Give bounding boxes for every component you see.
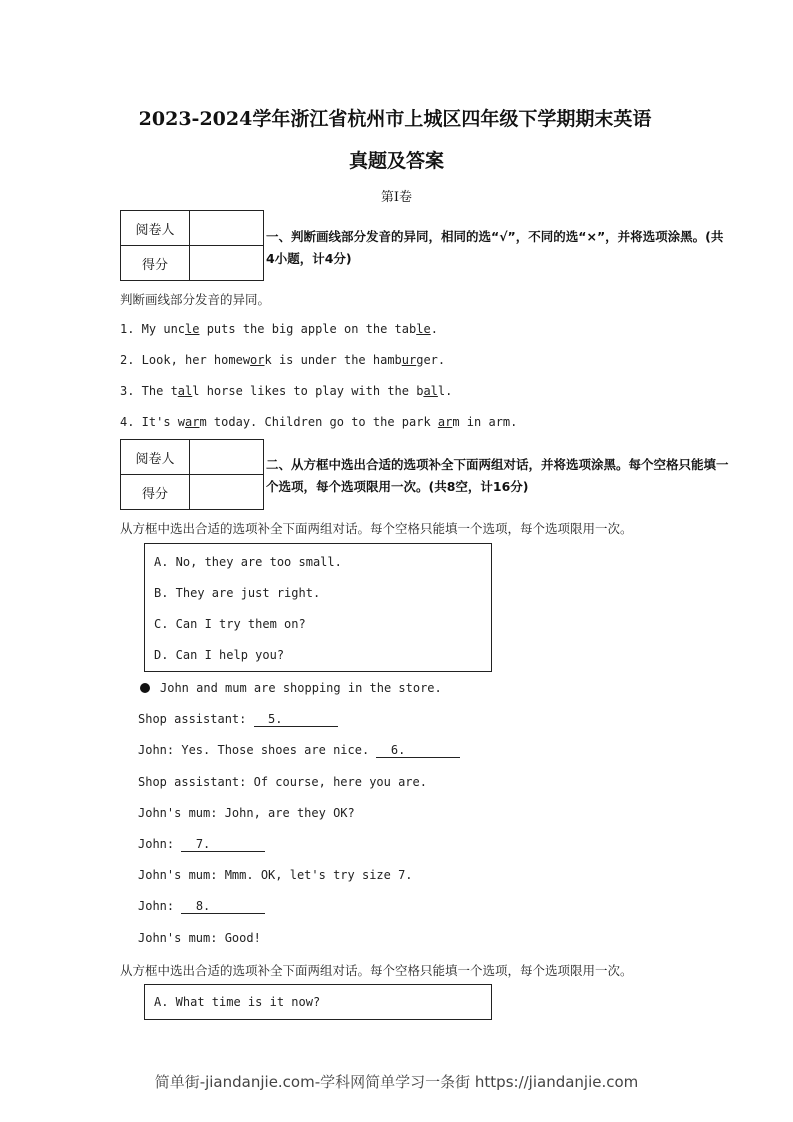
option-a: A. No, they are too small. [154,555,342,569]
dialogue-line-8: John's mum: Good! [138,931,261,945]
reviewer-label: 阅卷人 [121,211,190,246]
dialogue-line-3: Shop assistant: Of course, here you are. [138,775,427,789]
section2-heading [266,454,793,498]
options-box-2 [144,984,492,1020]
answer-blank-6: 6. [376,743,460,758]
score-label: 得分 [121,246,190,281]
question-3: 3. The tall horse likes to play with the ball. [120,384,453,398]
reviewer-label: 阅卷人 [121,440,190,475]
option-c: C. Can I try them on? [154,617,306,631]
dialogue-line-7: John: 8. [138,899,265,914]
options-box-1 [144,543,492,672]
footer-watermark: 简单街-jiandanjie.com-学科网简单学习一条街 https://jiandanjie.com [154,1073,639,1091]
section1-heading-line2: 4小题，计4分) [266,251,352,266]
dialogue-line-6: John's mum: Mmm. OK, let's try size 7. [138,868,413,882]
answer-blank-5: 5. [254,712,338,727]
reviewer-cell [190,440,264,475]
volume-label: 第Ⅰ卷 [380,190,413,205]
bullet-icon [140,683,150,693]
question-2: 2. Look, her homework is under the hamburger. [120,353,446,367]
answer-blank-8: 8. [181,899,265,914]
grader-table-1 [120,210,264,281]
section1-heading [266,226,793,270]
scene-line: John and mum are shopping in the store. [140,681,442,695]
section2-heading-line1: 二、从方框中选出合适的选项补全下面两组对话，并将选项涂黑。每个空格只能填一 [266,457,729,472]
dialogue-line-5: John: 7. [138,837,265,852]
dialogue-line-1: Shop assistant: 5. [138,712,338,727]
dialogue-line-4: John's mum: John, are they OK? [138,806,355,820]
grader-table-2 [120,439,264,510]
reviewer-cell [190,211,264,246]
page-title-line1: 2023-2024学年浙江省杭州市上城区四年级下学期期末英语 [138,108,652,130]
option-a-2: A. What time is it now? [154,995,321,1009]
section1-heading-line1: 一、判断画线部分发音的异同，相同的选“√”，不同的选“×”，并将选项涂黑。(共 [266,229,724,244]
score-cell [190,475,264,510]
score-label: 得分 [121,475,190,510]
section1-instruction: 判断画线部分发音的异同。 [120,292,271,307]
question-4: 4. It's warm today. Children go to the park arm in arm. [120,415,518,429]
section2-heading-line2: 个选项，每个选项限用一次。(共8空，计16分) [266,479,529,494]
option-b: B. They are just right. [154,586,321,600]
score-cell [190,246,264,281]
answer-blank-7: 7. [181,837,265,852]
section2-instruction: 从方框中选出合适的选项补全下面两组对话。每个空格只能填一个选项，每个选项限用一次。 [120,521,633,536]
question-1: 1. My uncle puts the big apple on the table. [120,322,438,336]
page-title-line2: 真题及答案 [348,150,444,172]
option-d: D. Can I help you? [154,648,285,662]
section2-instruction-2: 从方框中选出合适的选项补全下面两组对话。每个空格只能填一个选项，每个选项限用一次。 [120,963,633,978]
dialogue-line-2: John: Yes. Those shoes are nice. 6. [138,743,460,758]
